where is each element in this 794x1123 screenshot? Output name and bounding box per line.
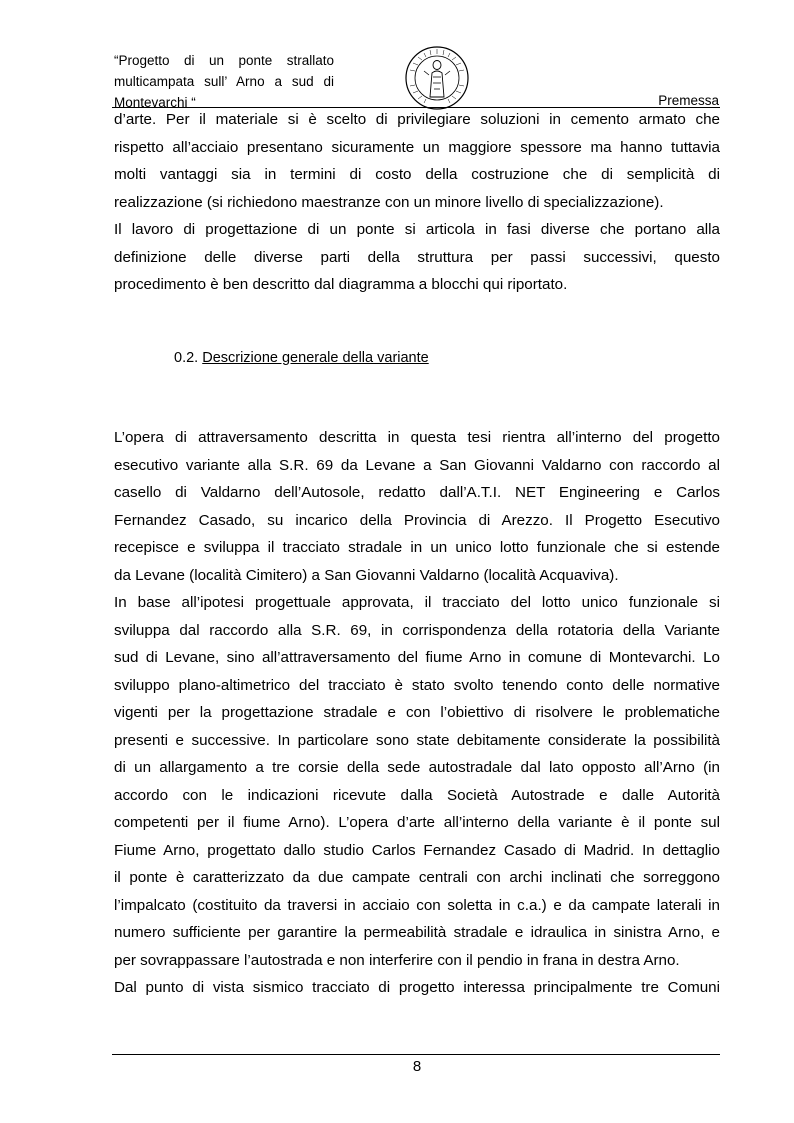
text-line: procedimento è ben descritto dal diagramma a blocchi qui riportato. bbox=[114, 276, 568, 293]
text-line: realizzazione (si richiedono maestranze con un minore livello di specializzazione). bbox=[114, 193, 664, 211]
footer-divider bbox=[112, 1054, 720, 1055]
section-number: 0.2. bbox=[174, 349, 199, 366]
text-line: Il lavoro di progettazione di un ponte si articola in fasi diverse che portano alla bbox=[114, 221, 720, 238]
text-line: L’opera di attraversamento descritta in questa tesi rientra all’interno del progetto bbox=[114, 429, 720, 446]
header-title-line: Montevarchi “ bbox=[114, 95, 196, 110]
text-line: esecutivo variante alla S.R. 69 da Levane a San Giovanni Valdarno con raccordo al bbox=[114, 456, 720, 474]
text-line: l’impalcato (costituito da traversi in acciaio con soletta in c.a.) e da campate laterali in bbox=[114, 896, 720, 914]
page-body bbox=[114, 106, 720, 1002]
header-section-name: Premessa bbox=[658, 93, 719, 108]
text-line: il ponte è caratterizzato da due campate centrali con archi inclinati che sorreggono bbox=[114, 869, 720, 886]
text-line: sviluppa dal raccordo alla S.R. 69, in corrispondenza della rotatoria della Variante bbox=[114, 621, 720, 639]
paragraph bbox=[114, 106, 720, 216]
text-line: Fiume Arno, progettato dallo studio Carlos Fernandez Casado di Madrid. In dettaglio bbox=[114, 841, 720, 859]
university-seal-icon bbox=[404, 45, 470, 111]
text-line: di un allargamento a tre corsie della sede autostradale dal lato opposto all’Arno (in bbox=[114, 759, 720, 776]
header-title-line: multicampata sull’ Arno a sud di bbox=[114, 74, 334, 89]
text-line: casello di Valdarno dell’Autosole, redatto dall’A.T.I. NET Engineering e Carlos bbox=[114, 484, 720, 501]
text-line: In base all’ipotesi progettuale approvata, il tracciato del lotto unico funzionale si bbox=[114, 594, 720, 611]
paragraph bbox=[114, 424, 720, 589]
text-line: presenti e successive. In particolare sono state debitamente considerate la possibilità bbox=[114, 731, 720, 749]
section-heading bbox=[114, 345, 720, 373]
text-line: molti vantaggi sia in termini di costo della costruzione che di semplicità di bbox=[114, 166, 720, 183]
paragraph bbox=[114, 216, 720, 299]
section-title: Descrizione generale della variante bbox=[202, 349, 429, 366]
text-line: accordo con le indicazioni ricevute dalla Società Autostrade e dalle Autorità bbox=[114, 786, 720, 804]
text-line: rispetto all’acciaio presentano sicuramente un maggiore spessore ma hanno tuttavia bbox=[114, 138, 720, 156]
text-line: Dal punto di vista sismico tracciato di progetto interessa principalmente tre Comuni bbox=[114, 979, 720, 996]
text-line: definizione delle diverse parti della struttura per passi successivi, questo bbox=[114, 248, 720, 266]
text-line: d’arte. Per il materiale si è scelto di privilegiare soluzioni in cemento armato che bbox=[114, 111, 720, 128]
text-line: competenti per il fiume Arno). L’opera d’arte all’interno della variante è il ponte sul bbox=[114, 814, 720, 831]
text-line: vigenti per la progettazione stradale e con l’obiettivo di risolvere le problematiche bbox=[114, 704, 720, 721]
text-line: da Levane (località Cimitero) a San Giovanni Valdarno (località Acquaviva). bbox=[114, 566, 619, 584]
text-line: numero sufficiente per garantire la permeabilità stradale e idraulica in sinistra Arno, e bbox=[114, 924, 720, 941]
text-line: recepisce e sviluppa il tracciato stradale in un unico lotto funzionale che si estende bbox=[114, 539, 720, 556]
text-line: sviluppo plano-altimetrico del tracciato è stato svolto tenendo conto delle normative bbox=[114, 676, 720, 694]
paragraph bbox=[114, 589, 720, 1002]
text-line: Fernandez Casado, su incarico della Provincia di Arezzo. Il Progetto Esecutivo bbox=[114, 511, 720, 529]
page-number: 8 bbox=[412, 1058, 422, 1075]
text-line: per sovrappassare l’autostrada e non interferire con il pendio in frana in destra Arno. bbox=[114, 951, 680, 969]
header-document-title bbox=[114, 50, 334, 113]
text-line: sud di Levane, sino all’attraversamento del fiume Arno in comune di Montevarchi. Lo bbox=[114, 649, 720, 666]
header-title-line: “Progetto di un ponte strallato bbox=[114, 53, 334, 68]
